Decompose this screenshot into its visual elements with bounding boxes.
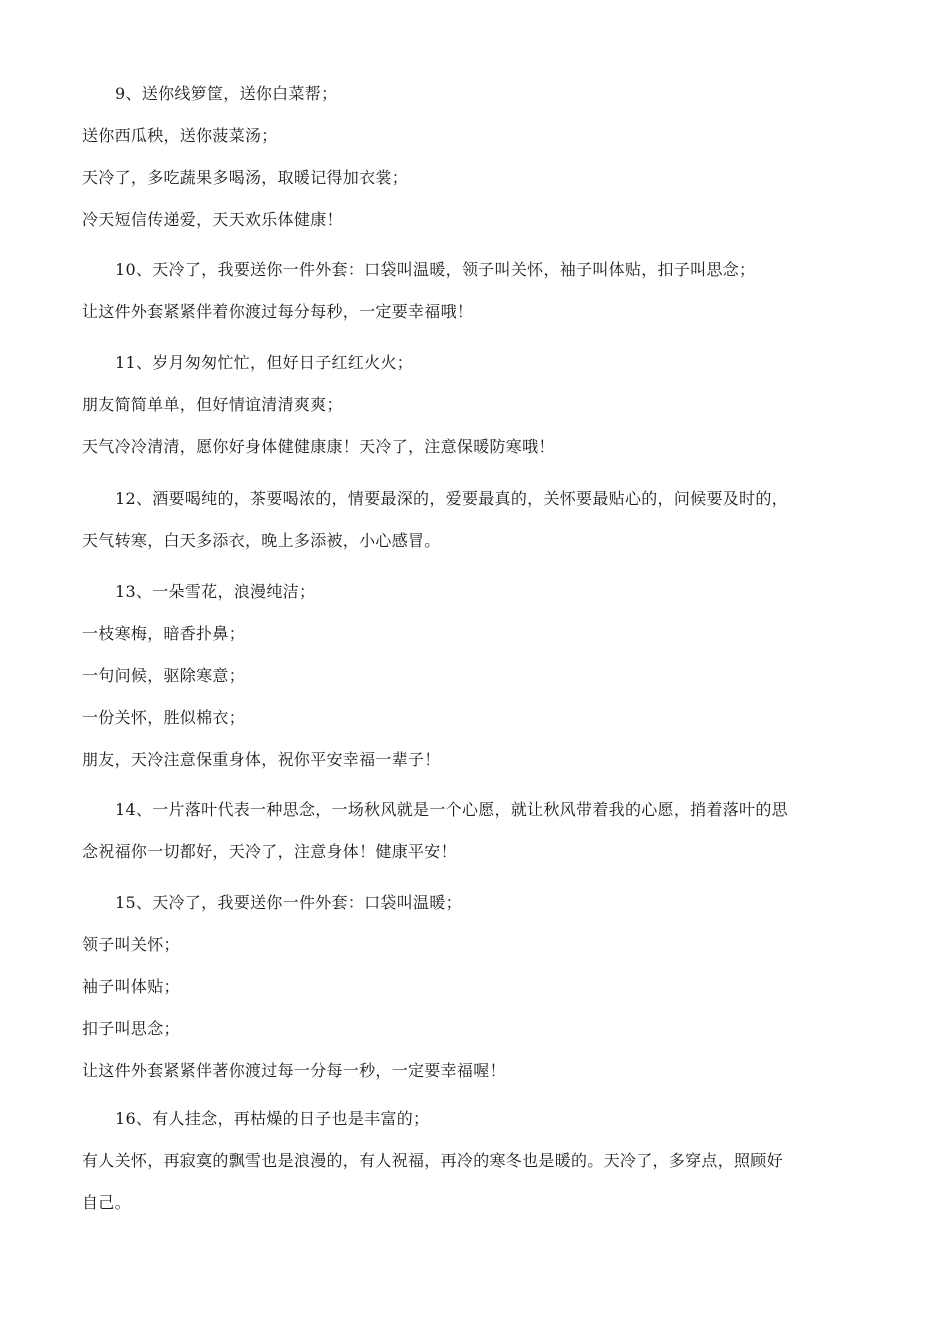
message-15-line-4: 扣子叫思念； [82,1019,180,1038]
message-15-line-1: 15、天冷了，我要送你一件外套：口袋叫温暖； [115,893,462,912]
message-10 [82,260,870,322]
message-10-line-2: 让这件外套紧紧伴着你渡过每分每秒，一定要幸福哦！ [82,302,474,321]
message-11-line-3: 天气冷冷清清，愿你好身体健健康康！天冷了，注意保暖防寒哦！ [82,437,555,456]
message-9-line-2: 送你西瓜秧，送你菠菜汤； [82,126,278,145]
message-14-line-2: 念祝福你一切都好，天冷了，注意身体！健康平安！ [82,842,457,861]
message-11-line-1: 11、岁月匆匆忙忙，但好日子红红火火； [115,353,414,372]
message-14-line-1: 14、一片落叶代表一种思念，一场秋风就是一个心愿，就让秋风带着我的心愿，捎着落叶的思 [115,800,788,819]
message-9-line-4: 冷天短信传递爱，天天欢乐体健康！ [82,210,343,229]
message-13-line-4: 一份关怀，胜似棉衣； [82,708,246,727]
message-9-line-1: 9、送你线箩筐，送你白菜帮； [115,84,338,103]
message-10-line-1: 10、天冷了，我要送你一件外套：口袋叫温暖，领子叫关怀，袖子叫体贴，扣子叫思念； [115,260,756,279]
message-15-line-3: 袖子叫体贴； [82,977,180,996]
message-12-line-1: 12、酒要喝纯的，茶要喝浓的，情要最深的，爱要最真的，关怀要最贴心的，问候要及时的， [115,489,788,508]
message-9-line-3: 天冷了，多吃蔬果多喝汤，取暖记得加衣裳； [82,168,409,187]
message-13 [82,582,870,770]
message-9 [82,84,870,230]
message-15 [82,893,870,1081]
message-11 [82,353,870,457]
message-16-line-1: 16、有人挂念，再枯燥的日子也是丰富的； [115,1109,430,1128]
message-15-line-5: 让这件外套紧紧伴著你渡过每一分每一秒，一定要幸福喔！ [82,1061,506,1080]
message-12 [82,489,870,551]
message-15-line-2: 领子叫关怀； [82,935,180,954]
message-13-line-3: 一句问候，驱除寒意； [82,666,246,685]
message-16-line-3: 自己。 [82,1193,131,1212]
message-12-line-2: 天气转寒，白天多添衣，晚上多添被，小心感冒。 [82,531,441,550]
message-13-line-5: 朋友，天冷注意保重身体，祝你平安幸福一辈子！ [82,750,441,769]
message-14 [82,800,870,862]
message-16-line-2: 有人关怀，再寂寞的飘雪也是浪漫的，有人祝福，再冷的寒冬也是暖的。天冷了，多穿点，照顾好 [82,1151,783,1170]
message-13-line-2: 一枝寒梅，暗香扑鼻； [82,624,246,643]
message-11-line-2: 朋友简简单单，但好情谊清清爽爽； [82,395,343,414]
message-16 [82,1109,870,1213]
message-13-line-1: 13、一朵雪花，浪漫纯洁； [115,582,316,601]
